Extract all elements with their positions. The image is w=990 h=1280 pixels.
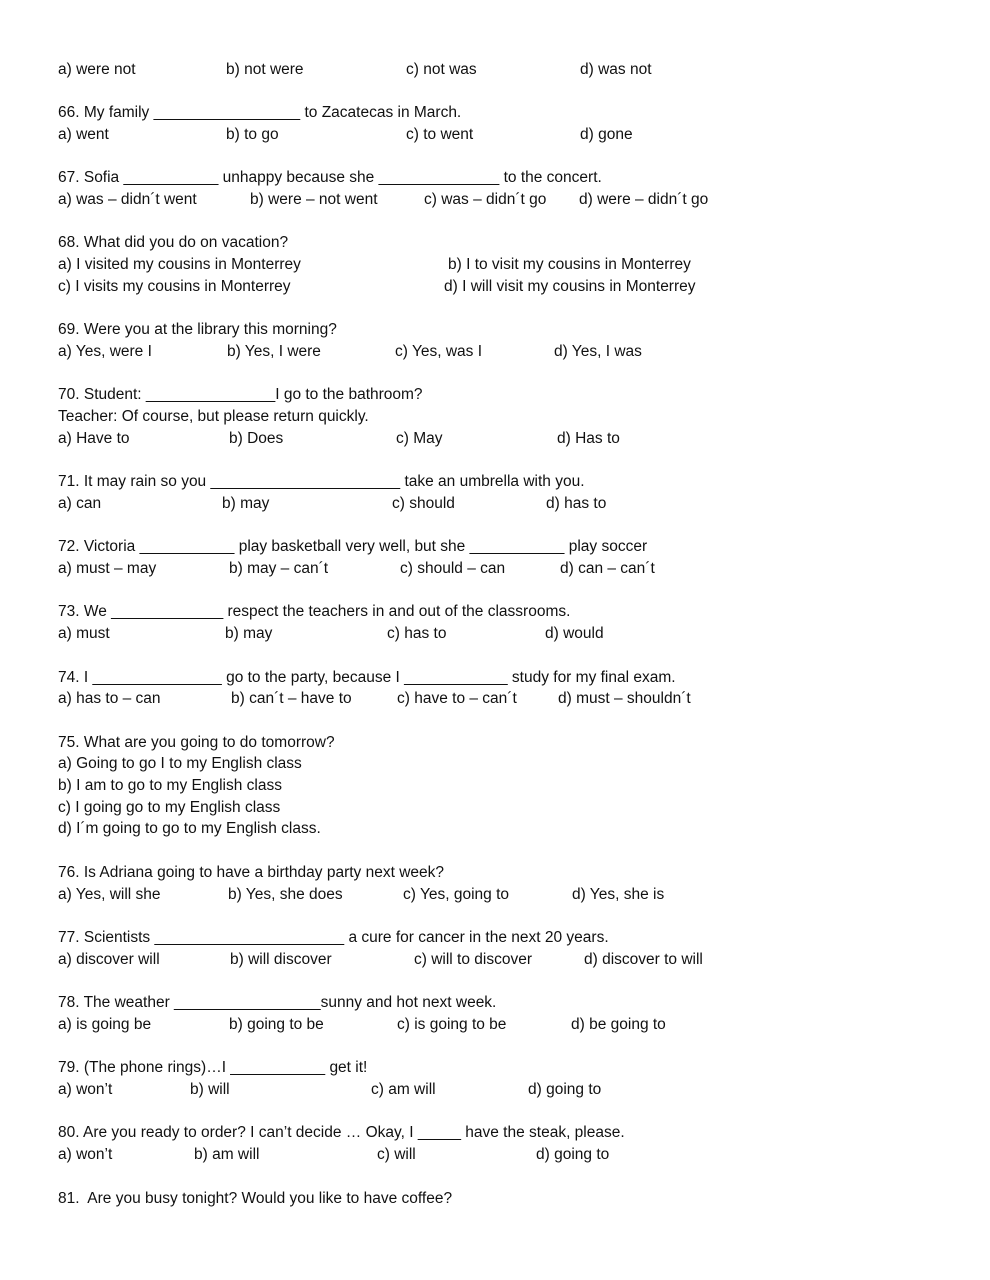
question-text: 67. Sofia ___________ unhappy because she ______________ to the concert. (58, 169, 602, 186)
answer-option: d) Yes, she is (572, 886, 665, 903)
answer-option: d) Yes, I was (554, 343, 642, 360)
question-text: 78. The weather _________________sunny and hot next week. (58, 994, 497, 1011)
answer-option: b) were – not went (250, 191, 378, 208)
answer-option: a) Going to go I to my English class (58, 755, 302, 772)
answer-option: d) can – can´t (560, 560, 655, 577)
question-text: 81. Are you busy tonight? Would you like to have coffee? (58, 1190, 453, 1207)
answer-option: b) can´t – have to (231, 690, 352, 707)
answer-option: b) will discover (230, 951, 332, 968)
answer-option: c) is going to be (397, 1016, 507, 1033)
answer-option: b) am will (194, 1146, 260, 1163)
question-text: 68. What did you do on vacation? (58, 234, 289, 251)
question-text: 69. Were you at the library this morning? (58, 321, 337, 338)
answer-option: a) won’t (58, 1146, 113, 1163)
answer-option: c) to went (406, 126, 474, 143)
answer-option: b) Yes, she does (228, 886, 343, 903)
answer-option: c) I visits my cousins in Monterrey (58, 278, 291, 295)
answer-option: c) May (396, 430, 443, 447)
question-text: 73. We _____________ respect the teachers in and out of the classrooms. (58, 603, 571, 620)
answer-option: a) I visited my cousins in Monterrey (58, 256, 301, 273)
question-text: 75. What are you going to do tomorrow? (58, 734, 335, 751)
answer-option: Teacher: Of course, but please return quickly. (58, 408, 369, 425)
answer-option: a) was – didn´t went (58, 191, 197, 208)
question-text: 77. Scientists ______________________ a cure for cancer in the next 20 years. (58, 929, 609, 946)
answer-option: a) discover will (58, 951, 160, 968)
answer-option: d) were – didn´t go (579, 191, 709, 208)
question-text: 79. (The phone rings)…I ___________ get it! (58, 1059, 368, 1076)
question-text: 76. Is Adriana going to have a birthday party next week? (58, 864, 445, 881)
answer-option: a) Have to (58, 430, 130, 447)
answer-option: c) should (392, 495, 455, 512)
answer-option: c) Yes, was I (395, 343, 483, 360)
answer-option: d) was not (580, 61, 652, 78)
answer-option: c) will to discover (414, 951, 532, 968)
answer-option: a) must (58, 625, 110, 642)
answer-option: a) Yes, will she (58, 886, 161, 903)
question-text: 70. Student: _______________I go to the bathroom? (58, 386, 423, 403)
answer-option: d) would (545, 625, 604, 642)
answer-option: b) Does (229, 430, 284, 447)
answer-option: d) Has to (557, 430, 620, 447)
question-text: 80. Are you ready to order? I can’t decide … Okay, I _____ have the steak, please. (58, 1124, 625, 1141)
answer-option: b) may (225, 625, 273, 642)
question-text: 71. It may rain so you ______________________ take an umbrella with you. (58, 473, 585, 490)
answer-option: b) I am to go to my English class (58, 777, 282, 794)
answer-option: b) going to be (229, 1016, 324, 1033)
question-text: 72. Victoria ___________ play basketball very well, but she ___________ play soccer (58, 538, 648, 555)
answer-option: d) I´m going to go to my English class. (58, 820, 321, 837)
question-text: 74. I _______________ go to the party, because I ____________ study for my final exam. (58, 669, 676, 686)
answer-option: c) Yes, going to (403, 886, 509, 903)
answer-option: d) be going to (571, 1016, 666, 1033)
answer-option: d) must – shouldn´t (558, 690, 691, 707)
question-text: 66. My family _________________ to Zacatecas in March. (58, 104, 462, 121)
answer-option: a) Yes, were I (58, 343, 152, 360)
answer-option: d) has to (546, 495, 607, 512)
answer-option: d) discover to will (584, 951, 703, 968)
answer-option: b) may – can´t (229, 560, 329, 577)
answer-option: b) not were (226, 61, 304, 78)
answer-option: c) was – didn´t go (424, 191, 547, 208)
answer-option: c) have to – can´t (397, 690, 517, 707)
answer-option: d) going to (536, 1146, 610, 1163)
answer-option: c) should – can (400, 560, 506, 577)
answer-option: a) must – may (58, 560, 157, 577)
answer-option: c) not was (406, 61, 477, 78)
answer-option: a) went (58, 126, 109, 143)
answer-option: d) gone (580, 126, 633, 143)
answer-option: d) I will visit my cousins in Monterrey (444, 278, 696, 295)
answer-option: d) going to (528, 1081, 602, 1098)
answer-option: a) is going be (58, 1016, 152, 1033)
answer-option: c) am will (371, 1081, 436, 1098)
answer-option: a) can (58, 495, 102, 512)
answer-option: b) will (190, 1081, 230, 1098)
answer-option: c) will (377, 1146, 416, 1163)
answer-option: c) I going go to my English class (58, 799, 281, 816)
answer-option: a) were not (58, 61, 136, 78)
answer-option: b) Yes, I were (227, 343, 321, 360)
answer-option: b) to go (226, 126, 279, 143)
answer-option: c) has to (387, 625, 447, 642)
answer-option: b) I to visit my cousins in Monterrey (448, 256, 691, 273)
answer-option: a) has to – can (58, 690, 161, 707)
answer-option: b) may (222, 495, 270, 512)
answer-option: a) won’t (58, 1081, 113, 1098)
